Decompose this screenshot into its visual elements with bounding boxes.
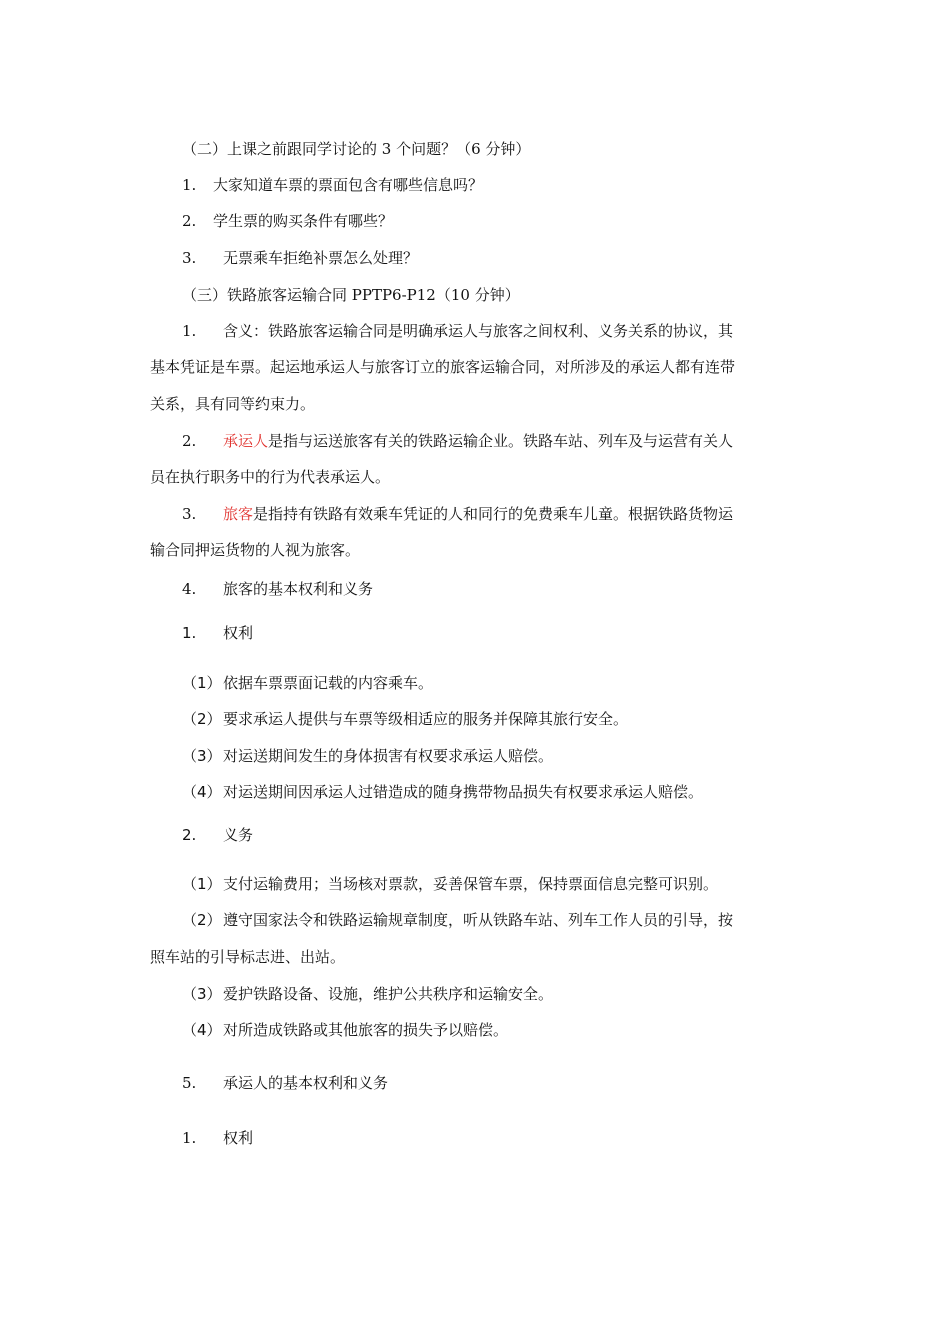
question-item (0, 245, 950, 271)
question-item (0, 172, 950, 198)
duties-item (0, 981, 950, 1007)
list-number: （3） (182, 747, 222, 765)
paragraph-continuation (0, 354, 950, 380)
list-number: 1. (182, 176, 197, 194)
list-number: 2. (182, 826, 197, 844)
rights-text: 对运送期间因承运人过错造成的随身携带物品损失有权要求承运人赔偿。 (223, 783, 704, 801)
paragraph-item-carrier-rights (0, 1070, 950, 1096)
paragraph-continuation (0, 537, 950, 563)
section3-heading-text: （三）铁路旅客运输合同 PPTP6-P12（10 分钟） (182, 286, 520, 304)
question-item (0, 208, 950, 234)
list-number: 4. (182, 580, 197, 598)
paragraph-text: 含义：铁路旅客运输合同是明确承运人与旅客之间权利、义务关系的协议，其 (223, 322, 734, 340)
rights-heading (0, 620, 950, 646)
paragraph-text: 是指持有铁路有效乘车凭证的人和同行的免费乘车儿童。根据铁路货物运 (253, 505, 734, 523)
duties-heading (0, 822, 950, 848)
list-number: 2. (182, 212, 197, 230)
rights-text: 依据车票票面记载的内容乘车。 (223, 674, 434, 692)
highlighted-term: 承运人 (223, 432, 269, 450)
list-number: （2） (182, 710, 222, 728)
list-number: 3. (182, 249, 197, 267)
rights-item (0, 706, 950, 732)
subheading-text: 承运人的基本权利和义务 (223, 1074, 389, 1092)
duties-text: 支付运输费用；当场核对票款，妥善保管车票，保持票面信息完整可识别。 (223, 875, 719, 893)
paragraph-continuation (0, 944, 950, 970)
rights-text: 要求承运人提供与车票等级相适应的服务并保障其旅行安全。 (223, 710, 629, 728)
paragraph-text: 员在执行职务中的行为代表承运人。 (150, 468, 391, 486)
duties-text: 遵守国家法令和铁路运输规章制度，听从铁路车站、列车工作人员的引导，按 (223, 911, 734, 929)
rights-item (0, 670, 950, 696)
rights-item (0, 779, 950, 805)
duties-text: 爱护铁路设备、设施，维护公共秩序和运输安全。 (223, 985, 554, 1003)
paragraph-item-passenger-rights (0, 576, 950, 602)
duties-item (0, 871, 950, 897)
duties-item (0, 1017, 950, 1043)
paragraph-item-passenger (0, 501, 950, 527)
list-number: （1） (182, 674, 222, 692)
carrier-rights-heading (0, 1125, 950, 1151)
highlighted-term: 旅客 (223, 505, 254, 523)
list-number: 3. (182, 505, 197, 523)
paragraph-text: 基本凭证是车票。起运地承运人与旅客订立的旅客运输合同，对所涉及的承运人都有连带 (150, 358, 736, 376)
list-number: （3） (182, 985, 222, 1003)
subheading-text: 义务 (223, 826, 254, 844)
list-number: （2） (182, 911, 222, 929)
subheading-text: 权利 (223, 1129, 254, 1147)
subheading-text: 权利 (223, 624, 254, 642)
list-number: （4） (182, 1021, 222, 1039)
list-number: 5. (182, 1074, 197, 1092)
list-number: 1. (182, 1129, 197, 1147)
paragraph-text: 输合同押运货物的人视为旅客。 (150, 541, 361, 559)
list-number: 2. (182, 432, 197, 450)
question-text: 学生票的购买条件有哪些？ (213, 212, 394, 230)
question-text: 无票乘车拒绝补票怎么处理？ (223, 249, 419, 267)
paragraph-continuation (0, 391, 950, 417)
paragraph-text: 关系，具有同等约束力。 (150, 395, 316, 413)
list-number: 1. (182, 624, 197, 642)
duties-text: 照车站的引导标志进、出站。 (150, 948, 346, 966)
section2-heading (0, 136, 950, 162)
rights-text: 对运送期间发生的身体损害有权要求承运人赔偿。 (223, 747, 554, 765)
paragraph-continuation (0, 464, 950, 490)
subheading-text: 旅客的基本权利和义务 (223, 580, 374, 598)
paragraph-item-meaning (0, 318, 950, 344)
paragraph-item-carrier (0, 428, 950, 454)
rights-item (0, 743, 950, 769)
question-text: 大家知道车票的票面包含有哪些信息吗？ (213, 176, 484, 194)
list-number: 1. (182, 322, 197, 340)
list-number: （4） (182, 783, 222, 801)
section2-heading-text: （二）上课之前跟同学讨论的 3 个问题？（6 分钟） (182, 140, 531, 158)
duties-text: 对所造成铁路或其他旅客的损失予以赔偿。 (223, 1021, 509, 1039)
duties-item (0, 907, 950, 933)
list-number: （1） (182, 875, 222, 893)
section3-heading (0, 282, 950, 308)
paragraph-text: 是指与运送旅客有关的铁路运输企业。铁路车站、列车及与运营有关人 (268, 432, 734, 450)
